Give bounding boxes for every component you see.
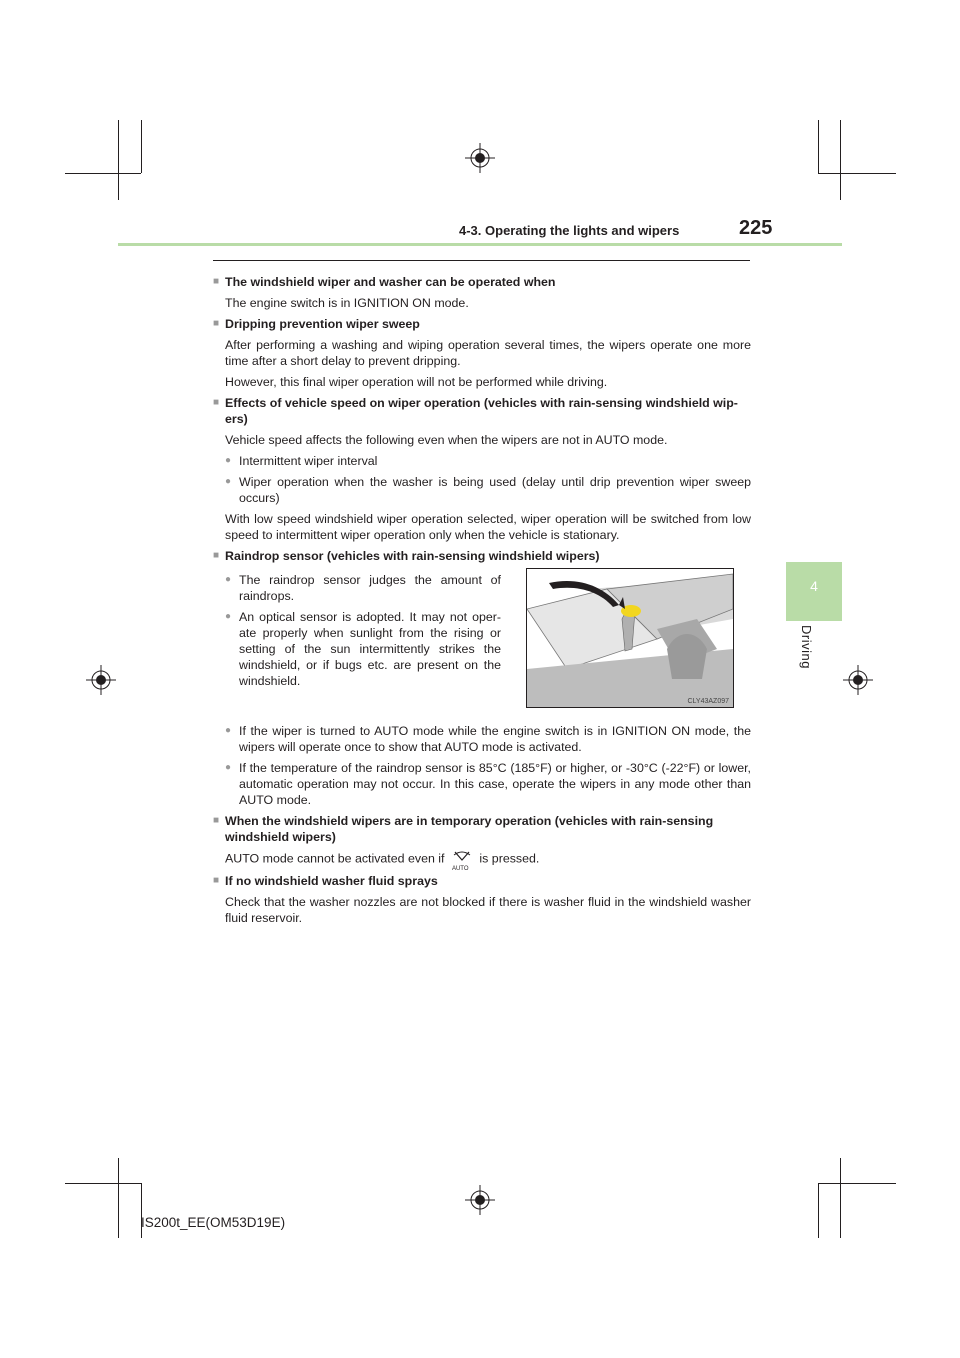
crop-mark xyxy=(65,173,141,174)
figure-text-column xyxy=(213,572,501,689)
auto-icon-label: AUTO xyxy=(451,866,469,872)
page-number: 225 xyxy=(739,217,773,239)
registration-mark-icon xyxy=(843,665,873,695)
windshield-sensor-icon xyxy=(527,569,733,707)
section-heading: ■ When the windshield wipers are in temporary operation (vehicles with rain-sensing windshield wipers) xyxy=(213,813,751,845)
list-item: ● If the wiper is turned to AUTO mode while the engine switch is in IGNITION ON mode, the wipers will operate once to show that AUTO mode is activated. xyxy=(213,723,751,755)
registration-mark-icon xyxy=(465,143,495,173)
section-heading: ■ Raindrop sensor (vehicles with rain-sensing windshield wipers) xyxy=(213,548,751,564)
section-heading: ■ Dripping prevention wiper sweep xyxy=(213,316,751,332)
header-rule xyxy=(118,243,842,246)
raindrop-sensor-illustration xyxy=(526,568,734,708)
section-heading: ■ If no windshield washer fluid sprays xyxy=(213,873,751,889)
wiper-auto-icon xyxy=(448,850,476,872)
registration-mark-icon xyxy=(465,1185,495,1215)
list-item: ● Intermittent wiper interval xyxy=(213,453,751,469)
chapter-tab xyxy=(786,562,842,621)
text-before-icon: AUTO mode cannot be activated even if xyxy=(225,851,445,866)
crop-mark xyxy=(818,173,896,174)
paragraph: However, this final wiper operation will not be performed while driving. xyxy=(225,375,608,389)
section-title: 4-3. Operating the lights and wipers xyxy=(459,223,680,238)
paragraph: Check that the washer nozzles are not blocked if there is washer fluid in the windshield washer fluid reservoir. xyxy=(225,895,751,925)
section-heading: ■ Effects of vehicle speed on wiper operation (vehicles with rain-sensing windshield wip-ers) xyxy=(213,395,751,427)
paragraph: Vehicle speed affects the following even when the wipers are not in AUTO mode. xyxy=(225,433,668,447)
figure-code: CLY43AZ097 xyxy=(687,698,729,705)
crop-mark xyxy=(118,120,119,200)
chapter-label: Driving xyxy=(799,625,814,669)
paragraph: With low speed windshield wiper operation selected, wiper operation will be switched from low speed to intermittent wiper operation only when the vehicle is stationary. xyxy=(225,512,751,542)
crop-mark xyxy=(818,120,819,173)
content-top-rule xyxy=(213,260,750,261)
crop-mark xyxy=(65,1183,141,1184)
list-item: ● The raindrop sensor judges the amount of raindrops. xyxy=(213,572,501,604)
crop-mark xyxy=(840,120,841,200)
crop-mark xyxy=(141,120,142,173)
registration-mark-icon xyxy=(86,665,116,695)
paragraph xyxy=(213,850,751,872)
crop-mark xyxy=(818,1183,819,1238)
crop-mark xyxy=(840,1158,841,1238)
section-heading: ■ The windshield wiper and washer can be operated when xyxy=(213,274,751,290)
crop-mark xyxy=(818,1183,896,1184)
list-item-note: ● An optical sensor is adopted. It may not oper-ate properly when sunlight from the rising or setting of the sun intermittently strikes the windshield, or if bugs etc. are present on the windshield. xyxy=(213,609,501,689)
paragraph: The engine switch is in IGNITION ON mode. xyxy=(225,296,469,310)
manual-code: IS200t_EE(OM53D19E) xyxy=(141,1215,286,1230)
list-item: ● If the temperature of the raindrop sensor is 85°C (185°F) or higher, or -30°C (-22°F) or lower, automatic operation may not occur. In this case, operate the wipers in any mode other than AUTO mode. xyxy=(213,760,751,808)
chapter-number: 4 xyxy=(810,578,818,594)
list-item: ● Wiper operation when the washer is being used (delay until drip prevention wiper sweep occurs) xyxy=(213,474,751,506)
text-after-icon: is pressed. xyxy=(479,851,540,866)
crop-mark xyxy=(118,1158,119,1238)
chapter-label-container xyxy=(796,625,820,685)
paragraph: After performing a washing and wiping operation several times, the wipers operate one more time after a short delay to prevent dripping. xyxy=(225,338,751,368)
